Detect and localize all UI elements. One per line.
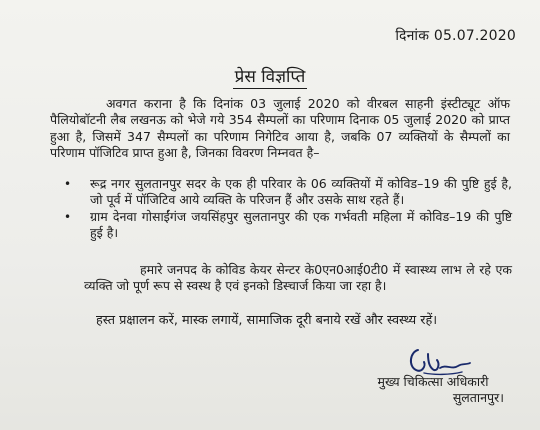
case-details-list	[62, 176, 512, 242]
page-title	[0, 64, 540, 87]
bullet-icon: •	[64, 209, 72, 224]
signatory-designation: मुख्य चिकित्सा अधिकारी	[377, 374, 489, 389]
signature-mark	[404, 344, 474, 378]
public-appeal: हस्त प्रक्षालन करें, मास्क लगायें, सामाजिक दूरी बनाये रखें और स्वस्थ्य रहें।	[96, 313, 438, 328]
list-item	[62, 176, 512, 209]
list-item-text: रूद्र नगर सुलतानपुर सदर के एक ही परिवार के 06 व्यक्तियों में कोविड–19 की पुष्टि हुई है, जो पूर्व में पॉजिटिव आये व्यक्ति के परिजन हैं और उसके साथ रहते हैं।	[90, 176, 512, 208]
page-title-text: प्रेस विज्ञप्ति	[234, 67, 306, 87]
release-date: दिनांक 05.07.2020	[395, 28, 516, 44]
list-item	[62, 209, 512, 242]
signatory-place: सुलतानपुर।	[452, 390, 504, 405]
intro-paragraph: अवगत कराना है कि दिनांक 03 जुलाई 2020 को वीरबल साहनी इंस्टीट्यूट ऑफ पैलियोबॉटनी लैब लखनऊ को भेजे गये 354 सैम्पलों का परिणाम दिनाक 05 जुलाई 2020 को प्राप्त हुआ है, जिसमें 347 सैम्पलों का परिणाम निगेटिव आया है, जबकि 07 व्यक्तियों के सैम्पलों का परिणाम पॉजिटिव प्राप्त हुआ है, जिनका विवरण निम्नवत है–	[50, 96, 510, 161]
list-item-text: ग्राम देनवा गोसाईंगंज जयसिंहपुर सुलतानपुर की एक गर्भवती महिला में कोविड–19 की पुष्टि हुई है।	[90, 208, 512, 241]
bullet-icon: •	[64, 177, 72, 191]
discharge-paragraph: हमारे जनपद के कोविड केयर सेन्टर के0एन0आई0टी0 में स्वास्थ्य लाभ ले रहे एक व्यक्ति जो पूर्ण रूप से स्वस्थ है एवं इनको डिस्चार्ज किया जा रहा है।	[84, 262, 512, 294]
